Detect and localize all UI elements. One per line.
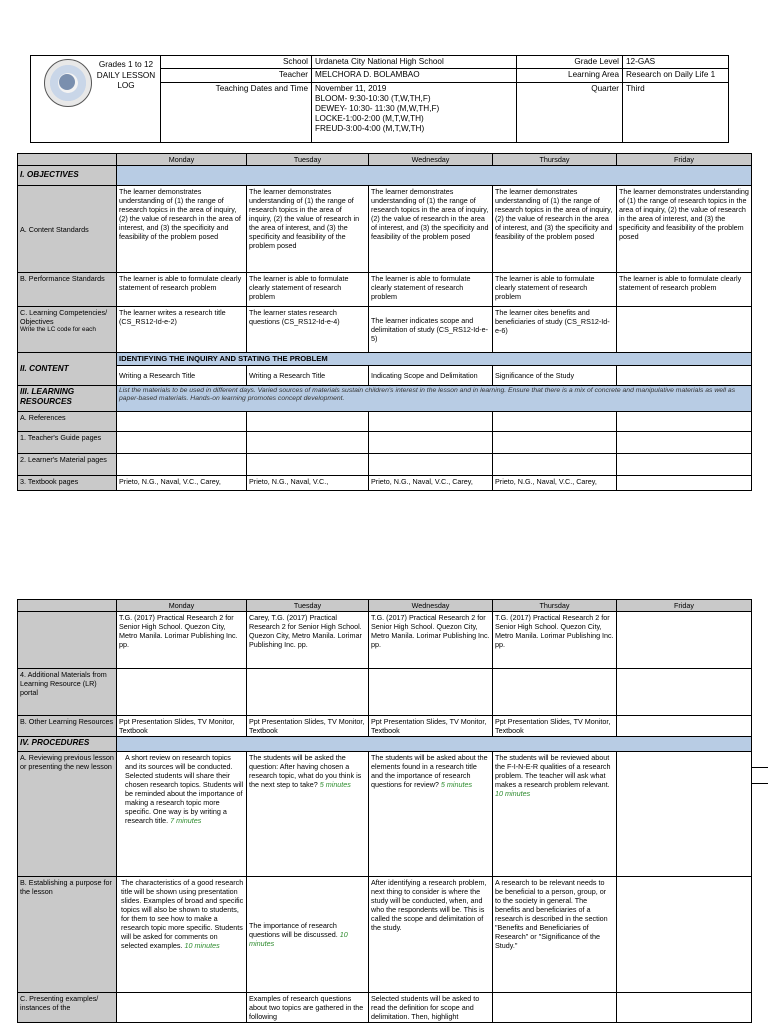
- lm-cell: [617, 454, 752, 476]
- learning-resources-note: List the materials to be used in different days. Varied sources of materials sustain children's interest in the lesson and in learning. Ensure that there is a mix of concrete and manipulative materials as well as paper-based materials. Hands-on learning promotes concept development.: [117, 386, 752, 412]
- procedure-text: A research to be relevant needs to be beneficial to a person, group, or to the society in general. The benefits and beneficiaries of a research is described in the section "Benefits and Beneficiaries of Research" or "Significance of the Study.": [495, 878, 608, 950]
- procedures-band: [117, 737, 752, 752]
- tg-cell: [369, 432, 493, 454]
- procedure-c-cell: [493, 993, 617, 1023]
- procedure-text: After identifying a research problem, next thing to consider is where the study will be conducted, when, and who the respondents will be. This is called the scope and delimitation of the study.: [371, 878, 487, 932]
- learning-area-label: Learning Area: [517, 69, 623, 82]
- time-allotment: 5 minutes: [440, 780, 473, 789]
- day-tuesday: Tuesday: [247, 154, 369, 166]
- procedure-a-cell: [493, 752, 617, 877]
- corner-cell: [18, 600, 117, 612]
- procedure-b-label: B. Establishing a purpose for the lesson: [18, 877, 117, 993]
- procedure-a-cell: [617, 752, 752, 877]
- procedure-b-cell: [617, 877, 752, 993]
- grade-line-3: LOG: [117, 81, 135, 91]
- textbook-cell: [617, 476, 752, 491]
- header-logo-cell: [31, 56, 161, 143]
- time-allotment: 5 minutes: [319, 780, 351, 789]
- content-standards-cell: The learner demonstrates understanding of (1) the range of research topics in the area of inquiry, (2) the value of research in the area of interest, and (3) the specificity and feasibility of the problem posed: [493, 186, 617, 273]
- performance-cell: The learner is able to formulate clearly statement of research problem: [117, 273, 247, 307]
- additional-cell: [117, 669, 247, 716]
- table-rule-extension: [752, 767, 768, 768]
- teacher-value: MELCHORA D. BOLAMBAO: [312, 69, 517, 82]
- content-topic-cell: Indicating Scope and Delimitation: [369, 366, 493, 386]
- competencies-label: C. Learning Competencies/ Objectives: [20, 308, 108, 326]
- day-wednesday: Wednesday: [369, 600, 493, 612]
- day-thursday: Thursday: [493, 154, 617, 166]
- time-allotment: 10 minutes: [249, 930, 348, 948]
- competency-cell: [617, 307, 752, 353]
- content-standards-label: A. Content Standards: [18, 186, 117, 273]
- procedure-c-cell: Selected students will be asked to read the definition for scope and delimitation. Then, highlight: [369, 993, 493, 1023]
- performance-cell: The learner is able to formulate clearly statement of research problem: [369, 273, 493, 307]
- competencies-note: Write the LC code for each: [20, 326, 96, 333]
- day-friday: Friday: [617, 600, 752, 612]
- procedure-c-cell: [617, 993, 752, 1023]
- content-topic-cell: [617, 366, 752, 386]
- table-rule-extension: [752, 783, 768, 784]
- procedure-b-cell: [369, 877, 493, 993]
- time-allotment: 10 minutes: [495, 789, 531, 798]
- schedule-line: DEWEY- 10:30- 11:30 (M,W,TH,F): [315, 103, 440, 113]
- competencies-label-cell: [18, 307, 117, 353]
- content-banner: IDENTIFYING THE INQUIRY AND STATING THE PROBLEM: [117, 353, 752, 366]
- corner-cell: [18, 154, 117, 166]
- lm-cell: [369, 454, 493, 476]
- other-resources-cell: Ppt Presentation Slides, TV Monitor, Textbook: [117, 716, 247, 737]
- day-friday: Friday: [617, 154, 752, 166]
- content-standards-cell: The learner demonstrates understanding of (1) the range of research topics in the area of inquiry, (2) the value of research in the area of interest, and (3) the specificity and feasibility of the problem posed: [617, 186, 752, 273]
- dates-label: Teaching Dates and Time: [161, 82, 312, 142]
- references-cell: [247, 412, 369, 432]
- references-cell: [617, 412, 752, 432]
- lm-cell: [493, 454, 617, 476]
- procedure-text: A short review on research topics and its sources will be conducted. Selected students will share their chosen research topics. Students will be reminded about the importance of making a research topic more specific. One way is by writing a research title.: [125, 753, 244, 825]
- textbook-cell: Prieto, N.G., Naval, V.C.,: [247, 476, 369, 491]
- content-topic-cell: Writing a Research Title: [247, 366, 369, 386]
- other-resources-cell: Ppt Presentation Slides, TV Monitor, Textbook: [369, 716, 493, 737]
- textbook-cont-cell: [617, 612, 752, 669]
- tg-cell: [117, 432, 247, 454]
- competency-cell: The learner cites benefits and beneficiaries of study (CS_RS12-Id-e-6): [493, 307, 617, 353]
- procedure-text: The students will be reviewed about the F-I-N-E-R qualities of a research problem. The teacher will ask what makes a research problem relevant.: [495, 753, 611, 789]
- procedure-c-label: C. Presenting examples/ instances of the: [18, 993, 117, 1023]
- other-resources-cell: Ppt Presentation Slides, TV Monitor, Textbook: [493, 716, 617, 737]
- tg-cell: [247, 432, 369, 454]
- competency-cell: The learner writes a research title (CS_RS12-Id-e-2): [117, 307, 247, 353]
- day-wednesday: Wednesday: [369, 154, 493, 166]
- schedule-line: BLOOM- 9:30-10:30 (T,W,TH,F): [315, 93, 431, 103]
- content-standards-cell: The learner demonstrates understanding of (1) the range of research topics in the area of inquiry, (2) the value of research in the area of interest, and (3) the specificity and feasibility of the problem posed: [247, 186, 369, 273]
- references-cell: [369, 412, 493, 432]
- references-cell: [493, 412, 617, 432]
- textbook-cont-cell: T.G. (2017) Practical Research 2 for Senior High School. Quezon City, Metro Manila. Lorimar Publishing Inc. pp.: [493, 612, 617, 669]
- performance-standards-label: B. Performance Standards: [18, 273, 117, 307]
- grade-level-value: 12-GAS: [623, 56, 729, 69]
- learning-area-value: Research on Daily Life 1: [623, 69, 729, 82]
- grade-level-label: Grade Level: [517, 56, 623, 69]
- other-resources-cell: [617, 716, 752, 737]
- references-label: A. References: [18, 412, 117, 432]
- textbook-cont-cell: T.G. (2017) Practical Research 2 for Senior High School. Quezon City, Metro Manila. Lorimar Publishing Inc. pp.: [117, 612, 247, 669]
- performance-cell: The learner is able to formulate clearly statement of research problem: [617, 273, 752, 307]
- procedure-a-cell: [247, 752, 369, 877]
- school-label: School: [161, 56, 312, 69]
- textbook-pages-label: 3. Textbook pages: [18, 476, 117, 491]
- quarter-label: Quarter: [517, 82, 623, 142]
- procedure-a-label: A. Reviewing previous lesson or presenting the new lesson: [18, 752, 117, 877]
- procedure-b-cell: [247, 877, 369, 993]
- learning-resources-heading: III. LEARNING RESOURCES: [18, 386, 117, 412]
- time-allotment: 7 minutes: [170, 816, 202, 825]
- procedure-b-cell: [493, 877, 617, 993]
- content-heading: II. CONTENT: [18, 353, 117, 386]
- grade-line-1: Grades 1 to 12: [98, 60, 154, 69]
- school-value: Urdaneta City National High School: [312, 56, 517, 69]
- day-thursday: Thursday: [493, 600, 617, 612]
- additional-cell: [247, 669, 369, 716]
- objectives-heading: I. OBJECTIVES: [18, 166, 117, 186]
- content-standards-cell: The learner demonstrates understanding of (1) the range of research topics in the area of inquiry, (2) the value of research in the area of interest, and (3) the specificity and feasibility of the problem posed: [369, 186, 493, 273]
- performance-cell: The learner is able to formulate clearly statement of research problem: [247, 273, 369, 307]
- dates-value: [312, 82, 517, 142]
- textbook-cell: Prieto, N.G., Naval, V.C., Carey,: [369, 476, 493, 491]
- schedule-line: FREUD-3:00-4:00 (M,T,W,TH): [315, 123, 425, 133]
- other-resources-cell: Ppt Presentation Slides, TV Monitor, Textbook: [247, 716, 369, 737]
- procedure-text: The students will be asked about the elements found in a research title and the importance of research questions for review?: [371, 753, 488, 789]
- dll-table-page1: [17, 153, 752, 491]
- day-monday: Monday: [117, 600, 247, 612]
- tg-cell: [617, 432, 752, 454]
- procedures-heading: IV. PROCEDURES: [18, 737, 117, 752]
- procedure-b-cell: [117, 877, 247, 993]
- additional-materials-label: 4. Additional Materials from Learning Resource (LR) portal: [18, 669, 117, 716]
- learners-material-label: 2. Learner's Material pages: [18, 454, 117, 476]
- other-resources-label: B. Other Learning Resources: [18, 716, 117, 737]
- performance-cell: The learner is able to formulate clearly statement of research problem: [493, 273, 617, 307]
- quarter-value: Third: [623, 82, 729, 142]
- procedure-c-cell: Examples of research questions about two topics are gathered in the following: [247, 993, 369, 1023]
- textbook-cell: Prieto, N.G., Naval, V.C., Carey,: [117, 476, 247, 491]
- schedule-line: LOCKE-1:00-2:00 (M,T,W,TH): [315, 113, 424, 123]
- grade-line-2: DAILY LESSON: [96, 70, 156, 80]
- dll-table-page2: [17, 599, 752, 1023]
- time-allotment: 10 minutes: [184, 941, 220, 950]
- lm-cell: [117, 454, 247, 476]
- teacher-label: Teacher: [161, 69, 312, 82]
- day-header-row: [18, 600, 752, 612]
- procedure-a-cell: [117, 752, 247, 877]
- textbook-cont-cell: T.G. (2017) Practical Research 2 for Senior High School. Quezon City, Metro Manila. Lorimar Publishing Inc. pp.: [369, 612, 493, 669]
- lm-cell: [247, 454, 369, 476]
- procedure-text: The students will be asked the question: After having chosen a research topic, what do you think is the next step to take?: [249, 753, 362, 789]
- additional-cell: [369, 669, 493, 716]
- procedure-c-cell: [117, 993, 247, 1023]
- additional-cell: [617, 669, 752, 716]
- header-table: [30, 55, 729, 143]
- day-monday: Monday: [117, 154, 247, 166]
- competency-cell: The learner indicates scope and delimitation of study (CS_RS12-Id-e-5): [369, 307, 493, 353]
- content-topic-cell: Significance of the Study: [493, 366, 617, 386]
- content-topic-cell: Writing a Research Title: [117, 366, 247, 386]
- procedure-text: The characteristics of a good research title will be shown using presentation slides. Examples of broad and specific topics will also be shown to students, for them to see how to make a research topic more specific. Students will be asked for comments on selected examples.: [121, 878, 244, 950]
- textbook-cont-label: [18, 612, 117, 669]
- textbook-cell: Prieto, N.G., Naval, V.C., Carey,: [493, 476, 617, 491]
- teachers-guide-label: 1. Teacher's Guide pages: [18, 432, 117, 454]
- date-line: November 11, 2019: [315, 83, 387, 93]
- procedure-text: The importance of research questions will be discussed.: [249, 921, 338, 939]
- tg-cell: [493, 432, 617, 454]
- day-tuesday: Tuesday: [247, 600, 369, 612]
- objectives-band: [117, 166, 752, 186]
- additional-cell: [493, 669, 617, 716]
- competency-cell: The learner states research questions (CS_RS12-Id-e-4): [247, 307, 369, 353]
- procedure-a-cell: [369, 752, 493, 877]
- content-standards-cell: The learner demonstrates understanding of (1) the range of research topics in the area of inquiry, (2) the value of research in the area of interest, and (3) the specificity and feasibility of the problem posed: [117, 186, 247, 273]
- day-header-row: [18, 154, 752, 166]
- textbook-cont-cell: Carey, T.G. (2017) Practical Research 2 for Senior High School. Quezon City, Metro Manila. Lorimar Publishing Inc. pp.: [247, 612, 369, 669]
- references-cell: [117, 412, 247, 432]
